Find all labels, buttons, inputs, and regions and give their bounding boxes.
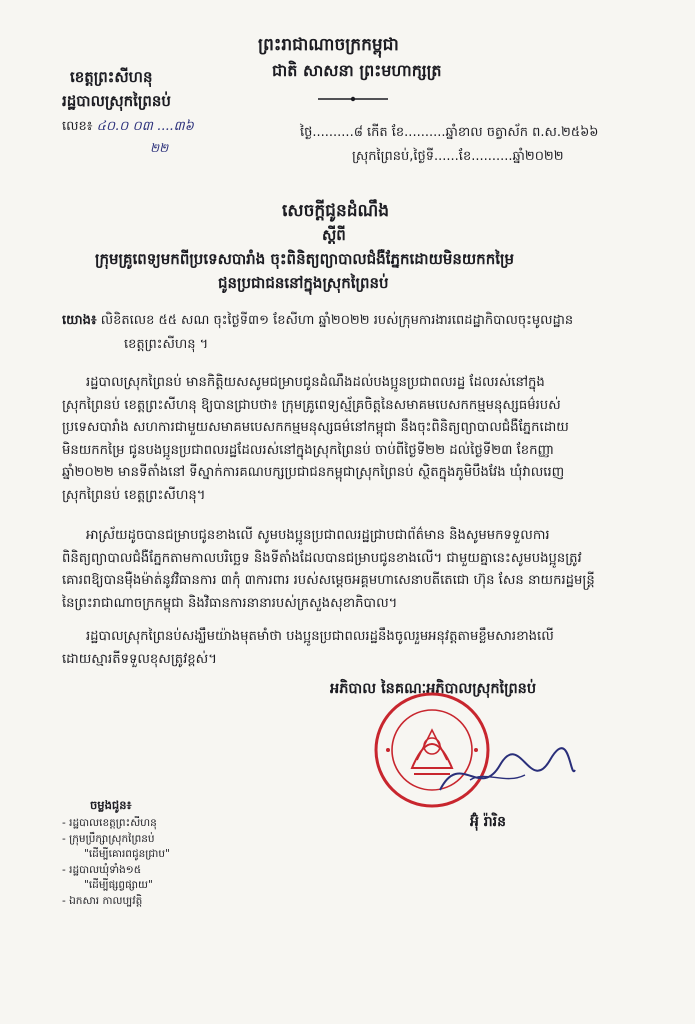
recipients-heading: ចម្លងជូន៖ [90,798,132,812]
para2-line: គោរពឱ្យបានម៉ឺងម៉ាត់នូវវិធានការ ៣កុំ ៣ការពារ របស់សម្តេចអគ្គមហាសេនាបតីតេជោ ហ៊ុន សែន នាយករដ្ឋមន្ត្រី [62,573,595,588]
national-motto: ជាតិ សាសនា ព្រះមហាក្សត្រ [272,61,442,80]
handwritten-signature-icon [430,740,580,810]
issuer-province: ខេត្តព្រះសីហនុ [70,68,153,86]
signatory-name: អ៊ុំ រ៉ារិន [470,814,506,830]
para1-line: ឆ្នាំ២០២២ មានទីតាំងនៅ ទីស្នាក់ការគណបក្សប្រជាជនកម្ពុជាស្រុកព្រៃនប់ ស្ថិតក្នុងភូមិបឹងវែង ឃុំវាលរេញ [62,465,565,480]
recipient-item: - រដ្ឋបាលខេត្តព្រះសីហនុ [62,817,157,829]
reference-line-1 [62,312,573,331]
solar-date: ស្រុកព្រៃនប់,ថ្ងៃទី......ខែ..........ឆ្នាំ២០២២ [352,149,564,164]
body-paragraph-3 [62,626,642,671]
recipient-item: "ដើម្បីផ្សព្វផ្សាយ" [84,879,153,891]
number-value: ៤០.០ ០៣ ....៣៦ [96,119,194,134]
reference-text-1: លិខិតលេខ ៥៥ សណ ចុះថ្ងៃទី៣១ ខែសីហា ឆ្នាំ២០២២ របស់ក្រុមការងារពេដដ្ឋាកិបាលចុះមូលដ្ឋាន [100,313,574,328]
letter-number [62,118,194,137]
para1-line: រដ្ឋបាលស្រុកព្រៃនប់ មានកិត្តិយសសូមជម្រាបជូនដំណឹងដល់បងប្អូនប្រជាពលរដ្ឋ ដែលរស់នៅក្នុង [86,375,545,390]
recipients-list [62,816,170,909]
para2-line: នៃព្រះរាជាណាចក្រកម្ពុជា និងវិធានការនានារបស់ក្រសួងសុខាភិបាល។ [62,595,398,611]
reference-line-2: ខេត្តព្រះសីហនុ ។ [124,337,209,352]
subject-line-1: ក្រុមគ្រូពេទ្យមកពីប្រទេសបារាំង ចុះពិនិត្យព្យាបាលជំងឺភ្នែកដោយមិនយកកម្រៃ [95,250,514,268]
para3-line: ដោយស្មារតីទទួលខុសត្រូវខ្ពស់។ [62,651,217,667]
lunar-date: ថ្ងៃ..........៨ កើត ខែ..........ឆ្នាំខាល ចត្វាស័ក ព.ស.២៥៦៦ [300,125,599,140]
reference-label: យោង៖ [62,313,97,328]
subject-line-2: ជូនប្រជាជននៅក្នុងស្រុកព្រៃនប់ [218,274,389,292]
para1-line: ប្រទេសបារាំង សហការជាមួយសមាគមបេសកកម្មមនុស្សធម៌នៅកម្ពុជា នឹងចុះពិនិត្យព្យាបាលជំងឺភ្នែកដោយ [62,420,569,435]
para1-line: មិនយកកម្រៃ ជូនបងប្អូនប្រជាពលរដ្ឋដែលរស់នៅក្នុងស្រុកព្រៃនប់ ចាប់ពីថ្ងៃទី២២ ដល់ថ្ងៃទី២៣ ខែកញ្ញា [62,442,554,458]
para1-line: ស្រុកព្រៃនប់ ខេត្តព្រះសីហនុ។ [62,487,206,503]
recipient-item: - ក្រុមប្រឹក្សាស្រុកព្រៃនប់ [62,832,155,845]
recipient-item: - រដ្ឋបាលឃុំទាំង១៥ [62,863,142,876]
para2-line: អាស្រ័យដូចបានជម្រាបជូនខាងលើ សូមបងប្អូនប្រជាពលរដ្ឋជ្រាបជាព័ត៌មាន និងសូមមកទទួលការ [86,528,550,543]
recipient-item: "ដើម្បីគោរពជូនជ្រាប" [84,848,170,860]
number-handwritten: ២២ [150,141,169,155]
ornament-divider [318,96,388,102]
number-label: លេខ៖ [62,119,93,134]
issuer-administration: រដ្ឋបាលស្រុកព្រៃនប់ [62,92,171,110]
para2-line: ពិនិត្យព្យាបាលជំងឺភ្នែកតាមកាលបរិច្ឆេទ និងទីតាំងដែលបានជម្រាបជូនខាងលើ។ ជាមួយគ្នានេះសូមបងប្អូនត្រូវ [62,550,582,566]
body-paragraph-2 [62,525,642,615]
para3-line: រដ្ឋបាលស្រុកព្រៃនប់សង្ឃឹមយ៉ាងមុតមាំថា បងប្អូនប្រជាពលរដ្ឋនឹងចូលរួមអនុវត្តតាមខ្លឹមសារខាងលើ [86,629,554,644]
document-title: សេចក្តីជូនដំណឹង [282,201,390,221]
body-paragraph-1 [62,372,642,507]
kingdom-heading: ព្រះរាជាណាចក្រកម្ពុជា [258,35,399,55]
para1-line: ស្រុកព្រៃនប់ ខេត្តព្រះសីហនុ ឱ្យបានជ្រាបថា៖ ក្រុមគ្រូពេទ្យស្ម័គ្រចិត្តនៃសមាគមបេសកកម្មមនុស្សធម៌របស់ [62,397,561,413]
signatory-title: អភិបាល នៃគណៈអភិបាលស្រុកព្រៃនប់ [330,681,537,697]
document-about: ស្តីពី [322,226,346,244]
recipient-item: - ឯកសារ កាលប្បវត្តិ [62,894,143,907]
